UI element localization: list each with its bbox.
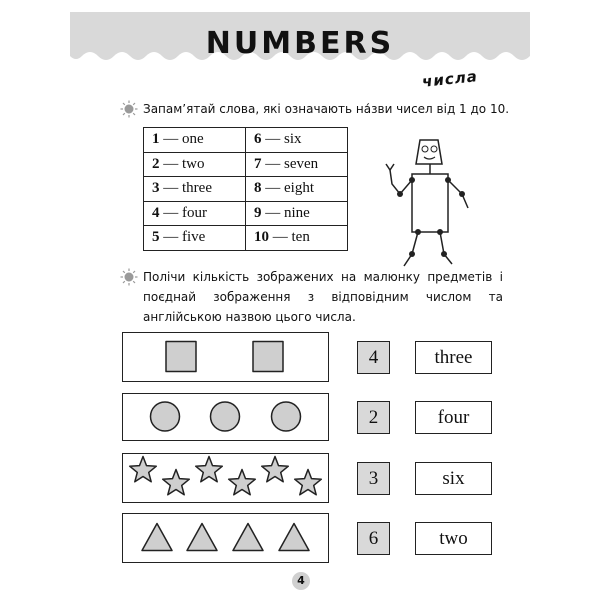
cell-dash: — [159, 204, 182, 221]
star-shape [229, 470, 256, 495]
table-row [144, 128, 348, 153]
cell-word: one [182, 131, 204, 148]
number-box[interactable]: 6 [357, 522, 390, 555]
square-group [123, 333, 327, 380]
word-box[interactable]: three [415, 341, 492, 374]
star-shape [295, 470, 322, 495]
word-box[interactable]: four [415, 401, 492, 434]
sun-bullet-icon [120, 100, 138, 118]
circle-shape [272, 402, 301, 431]
cell-word: ten [291, 229, 310, 246]
number-words-table [143, 127, 348, 251]
page-subtitle: числа [421, 67, 479, 91]
number-word-cell [144, 201, 246, 226]
cell-number: 8 [254, 180, 262, 197]
star-group [123, 454, 327, 501]
table-row [144, 226, 348, 251]
number-word-cell [246, 201, 348, 226]
sun-bullet-icon [120, 268, 138, 286]
star-shape [163, 470, 190, 495]
cell-word: six [284, 131, 302, 148]
number-word-cell [246, 128, 348, 153]
number-word-cell [144, 152, 246, 177]
triangle-group [123, 514, 327, 561]
shapes-box-circle[interactable] [122, 393, 329, 441]
cell-number: 5 [152, 229, 160, 246]
number-word-cell [144, 177, 246, 202]
number-box[interactable]: 4 [357, 341, 390, 374]
cell-number: 1 [152, 131, 160, 148]
table-row [144, 152, 348, 177]
cell-dash: — [159, 131, 182, 148]
number-robot-illustration [372, 134, 482, 274]
cell-dash: — [261, 155, 284, 172]
number-word-cell [246, 226, 348, 251]
star-shape [196, 457, 223, 482]
cell-number: 2 [152, 155, 160, 172]
circle-group [123, 394, 327, 439]
circle-shape [151, 402, 180, 431]
number-word-cell [144, 128, 246, 153]
cell-word: eight [284, 180, 314, 197]
number-box[interactable]: 2 [357, 401, 390, 434]
cell-dash: — [159, 229, 182, 246]
cell-number: 9 [254, 204, 262, 221]
cell-number: 7 [254, 155, 262, 172]
triangle-shape [142, 524, 172, 551]
star-shape [130, 457, 157, 482]
table-row [144, 177, 348, 202]
triangle-shape [233, 524, 263, 551]
triangle-shape [187, 524, 217, 551]
word-box[interactable]: six [415, 462, 492, 495]
cell-word: four [182, 204, 207, 221]
square-shape [253, 342, 283, 372]
word-box[interactable]: two [415, 522, 492, 555]
circle-shape [211, 402, 240, 431]
cell-dash: — [261, 131, 284, 148]
cell-word: five [182, 229, 206, 246]
number-word-cell [246, 177, 348, 202]
cell-number: 10 [254, 229, 269, 246]
shapes-box-triangle[interactable] [122, 513, 329, 563]
star-shape [262, 457, 289, 482]
cell-number: 6 [254, 131, 262, 148]
shapes-box-square[interactable] [122, 332, 329, 382]
cell-number: 3 [152, 180, 160, 197]
page-number: 4 [292, 572, 310, 590]
number-word-cell [144, 226, 246, 251]
shapes-box-star[interactable] [122, 453, 329, 503]
number-word-cell [246, 152, 348, 177]
cell-number: 4 [152, 204, 160, 221]
square-shape [166, 342, 196, 372]
task2-instruction: Полічи кількість зображених на малюнку предметів і поєднай зображення з відповідним числом та англійською назвою цього числа. [143, 270, 503, 324]
cell-dash: — [261, 180, 284, 197]
cell-dash: — [159, 180, 182, 197]
table-row [144, 201, 348, 226]
cell-word: seven [284, 155, 319, 172]
cell-dash: — [159, 155, 182, 172]
cell-dash: — [269, 229, 292, 246]
cell-word: nine [284, 204, 310, 221]
cell-dash: — [261, 204, 284, 221]
cell-word: two [182, 155, 205, 172]
cell-word: three [182, 180, 212, 197]
task1-instruction: Запам’ятай слова, які означають на́зви чисел від 1 до 10. [143, 102, 510, 116]
page-title: NUMBERS [205, 26, 395, 61]
number-box[interactable]: 3 [357, 462, 390, 495]
triangle-shape [279, 524, 309, 551]
